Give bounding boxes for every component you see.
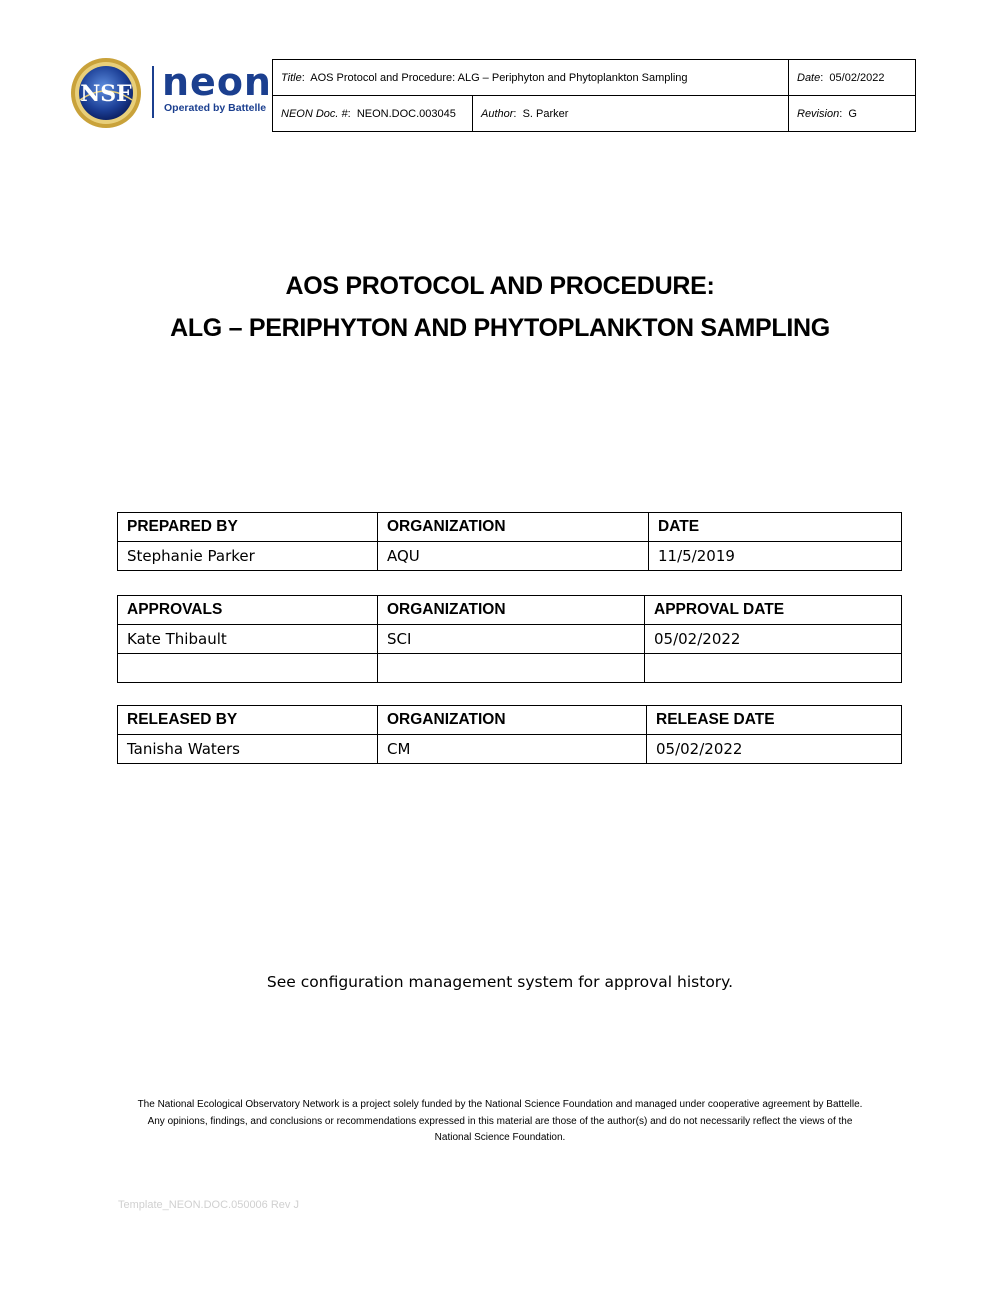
- disclaimer-line1: The National Ecological Observatory Network is a project solely funded by the National Science Foundation and managed under cooperative agreement by Battelle.: [137, 1099, 863, 1110]
- header-revision-cell: Revision: G: [789, 96, 916, 132]
- header-date-cell: Date: 05/02/2022: [789, 60, 916, 96]
- organization-header: ORGANIZATION: [378, 706, 647, 735]
- organization-header: ORGANIZATION: [378, 513, 649, 542]
- doc-value: NEON.DOC.003045: [356, 107, 456, 120]
- disclaimer-line2: Any opinions, findings, and conclusions or recommendations expressed in this material are those of the author(s) and do not necessarily reflect the views of the: [147, 1115, 853, 1127]
- approvals-table: [117, 595, 902, 683]
- preparer-name: Stephanie Parker: [118, 542, 378, 571]
- date-value: 05/02/2022: [829, 71, 885, 84]
- author-value: S. Parker: [522, 107, 569, 120]
- table-row: [118, 542, 902, 571]
- organization-header: ORGANIZATION: [378, 596, 645, 625]
- table-header-row: [118, 596, 902, 625]
- releaser-name: Tanisha Waters: [118, 735, 378, 764]
- release-date: 05/02/2022: [647, 735, 902, 764]
- header-table: [272, 59, 916, 132]
- neon-brand: neon: [162, 60, 272, 104]
- releaser-organization: CM: [378, 735, 647, 764]
- date-label: Date: [797, 71, 821, 84]
- seal-text: NSF: [80, 81, 132, 107]
- approval-date: 05/02/2022: [645, 625, 902, 654]
- disclaimer-line3: National Science Foundation.: [434, 1132, 566, 1143]
- revision-value: G: [848, 107, 857, 120]
- approver-organization: SCI: [378, 625, 645, 654]
- funding-disclaimer: [100, 1097, 900, 1147]
- approver-name-empty: [118, 654, 378, 683]
- table-row: [118, 735, 902, 764]
- approver-organization-empty: [378, 654, 645, 683]
- header-title-cell: Title: AOS Protocol and Procedure: ALG – Periphyton and Phytoplankton Sampling: [273, 60, 789, 96]
- document-title-line2: ALG – PERIPHYTON AND PHYTOPLANKTON SAMPLING: [170, 314, 830, 342]
- table-row: [118, 625, 902, 654]
- revision-label: Revision: [797, 107, 840, 120]
- released-by-header: RELEASED BY: [118, 706, 378, 735]
- approval-date-header: APPROVAL DATE: [645, 596, 902, 625]
- header-author-cell: Author: S. Parker: [473, 96, 789, 132]
- config-management-note: See configuration management system for approval history.: [266, 973, 734, 991]
- title-value: AOS Protocol and Procedure: ALG – Periphyton and Phytoplankton Sampling: [310, 71, 688, 84]
- approver-name: Kate Thibault: [118, 625, 378, 654]
- table-header-row: [118, 513, 902, 542]
- doc-label: NEON Doc. #: [281, 107, 348, 120]
- prepared-by-table: [117, 512, 902, 571]
- table-row: [118, 654, 902, 683]
- neon-tagline: Operated by Battelle: [164, 102, 267, 114]
- approvals-header: APPROVALS: [118, 596, 378, 625]
- logo-area: [66, 56, 272, 130]
- document-title-line1: AOS PROTOCOL AND PROCEDURE:: [285, 272, 715, 300]
- title-label: Title: [281, 71, 302, 84]
- released-by-table: [117, 705, 902, 764]
- logo-divider: [152, 66, 154, 118]
- prepared-by-header: PREPARED BY: [118, 513, 378, 542]
- header-doc-cell: NEON Doc. #: NEON.DOC.003045: [273, 96, 473, 132]
- nsf-seal-icon: [66, 56, 146, 130]
- author-label: Author: [481, 107, 514, 120]
- date-header: DATE: [649, 513, 902, 542]
- release-date-header: RELEASE DATE: [647, 706, 902, 735]
- preparer-date: 11/5/2019: [649, 542, 902, 571]
- table-header-row: [118, 706, 902, 735]
- approval-date-empty: [645, 654, 902, 683]
- template-id: Template_NEON.DOC.050006 Rev J: [118, 1199, 299, 1211]
- preparer-organization: AQU: [378, 542, 649, 571]
